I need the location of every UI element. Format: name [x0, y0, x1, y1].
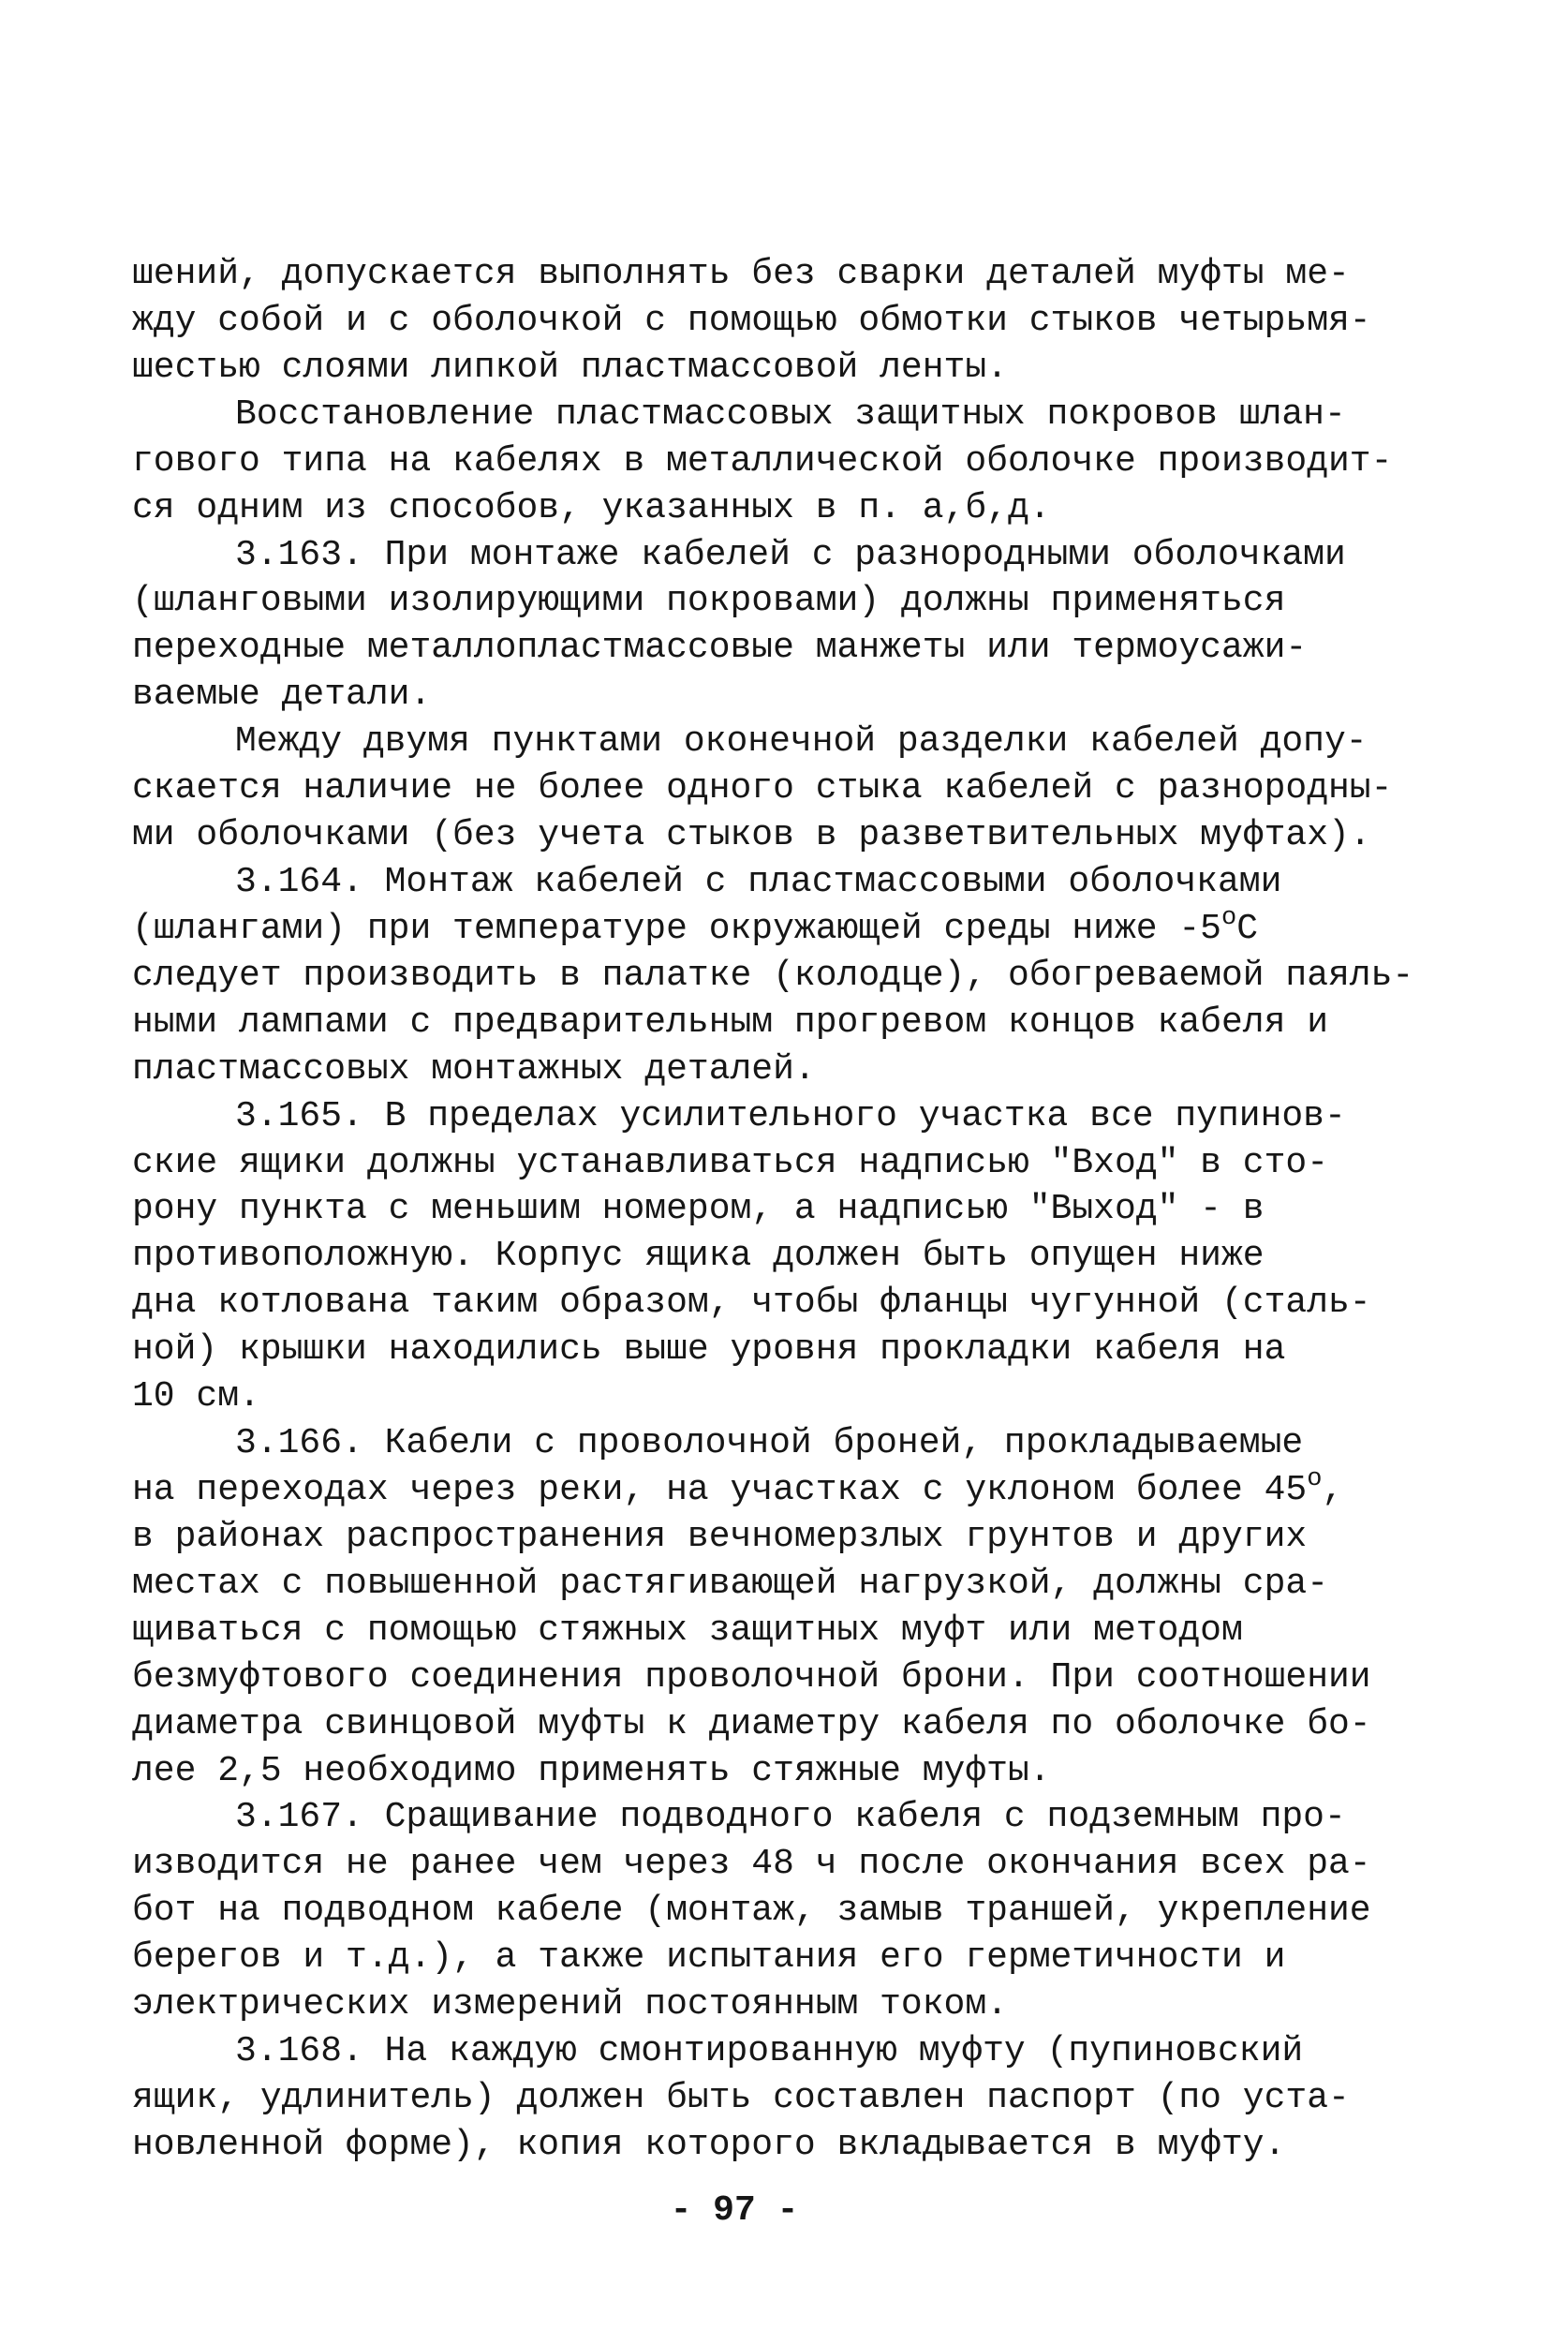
text-line: ящик, удлинитель) должен быть составлен паспорт (по уста-	[132, 2077, 1350, 2118]
text-line: 10 см.	[132, 1376, 260, 1417]
text-line	[132, 1464, 1462, 1514]
text-line: местах с повышенной растягивающей нагрузкой, должны сра-	[132, 1563, 1329, 1604]
text-line: новленной форме), копия которого вкладывается в муфту.	[132, 2124, 1286, 2165]
text-line: шений, допускается выполнять без сварки деталей муфты ме-	[132, 254, 1350, 294]
clause-3-164-first-line: 3.164. Монтаж кабелей с пластмассовыми оболочками	[235, 861, 1282, 902]
text-line: щиваться с помощью стяжных защитных муфт или методом	[132, 1610, 1243, 1651]
text-line: электрических измерений постоянным током.	[132, 1984, 1008, 2025]
text-line: ся одним из способов, указанных в п. а,б,д.	[132, 487, 1051, 528]
text-line: ми оболочками (без учета стыков в разветвительных муфтах).	[132, 815, 1371, 856]
text-line: диаметра свинцовой муфты к диаметру кабеля по оболочке бо-	[132, 1703, 1371, 1744]
text-line: рону пункта с меньшим номером, а надписью "Выход" - в	[132, 1189, 1265, 1230]
line-text-tail: ,	[1322, 1469, 1344, 1510]
text-line: шестью слоями липкой пластмассовой ленты.	[132, 347, 1008, 388]
text-line: (шланговыми изолирующими покровами) должны применяться	[132, 581, 1286, 622]
page-number: - 97 -	[670, 2190, 799, 2231]
paragraph-first-line: Между двумя пунктами оконечной разделки кабелей допу-	[235, 721, 1368, 763]
text-line: безмуфтового соединения проволочной брони. При соотношении	[132, 1656, 1371, 1698]
text-line: ваемые детали.	[132, 675, 432, 716]
text-line: ские ящики должны устанавливаться надписью "Вход" в сто-	[132, 1142, 1329, 1183]
text-line: дна котлована таким образом, чтобы фланцы чугунной (сталь-	[132, 1283, 1371, 1324]
text-line: следует производить в палатке (колодце), обогреваемой паяль-	[132, 955, 1414, 996]
text-line: ными лампами с предварительным прогревом концов кабеля и	[132, 1001, 1329, 1043]
clause-3-166-first-line: 3.166. Кабели с проволочной броней, прокладываемые	[235, 1423, 1304, 1464]
text-line: переходные металлопластмассовые манжеты или термоусажи-	[132, 628, 1308, 669]
text-line: бот на подводном кабеле (монтаж, замыв траншей, укрепление	[132, 1891, 1371, 1932]
document-body	[132, 251, 1462, 2169]
clause-3-163-first-line: 3.163. При монтаже кабелей с разнородными оболочками	[235, 534, 1346, 575]
text-line: лее 2,5 необходимо применять стяжные муфты.	[132, 1750, 1051, 1791]
text-line: берегов и т.д.), а также испытания его герметичности и	[132, 1937, 1286, 1979]
text-line: изводится не ранее чем через 48 ч после окончания всех ра-	[132, 1844, 1371, 1885]
degree-mark: o	[1307, 1464, 1323, 1493]
line-text: на переходах через реки, на участках с уклоном более 45	[132, 1469, 1308, 1510]
clause-3-165-first-line: 3.165. В пределах усилительного участка все пупинов-	[235, 1095, 1346, 1136]
text-line: скается наличие не более одного стыка кабелей с разнородны-	[132, 768, 1393, 809]
line-text: (шлангами) при температуре окружающей среды ниже -5	[132, 908, 1221, 949]
text-line: гового типа на кабелях в металлической оболочке производит-	[132, 440, 1393, 482]
text-line	[132, 903, 1462, 953]
text-line: ной) крышки находились выше уровня прокладки кабеля на	[132, 1329, 1286, 1371]
paragraph-first-line: Восстановление пластмассовых защитных покровов шлан-	[235, 393, 1346, 435]
clause-3-167-first-line: 3.167. Сращивание подводного кабеля с подземным про-	[235, 1797, 1346, 1838]
text-line: противоположную. Корпус ящика должен быть опущен ниже	[132, 1236, 1265, 1277]
text-line: в районах распространения вечномерзлых грунтов и других	[132, 1516, 1308, 1557]
clause-3-168-first-line: 3.168. На каждую смонтированную муфту (пупиновский	[235, 2031, 1304, 2072]
degree-mark: o	[1221, 903, 1237, 932]
line-text-tail: C	[1236, 908, 1259, 949]
text-line: пластмассовых монтажных деталей.	[132, 1048, 816, 1090]
text-line: жду собой и с оболочкой с помощью обмотки стыков четырьмя-	[132, 300, 1371, 341]
